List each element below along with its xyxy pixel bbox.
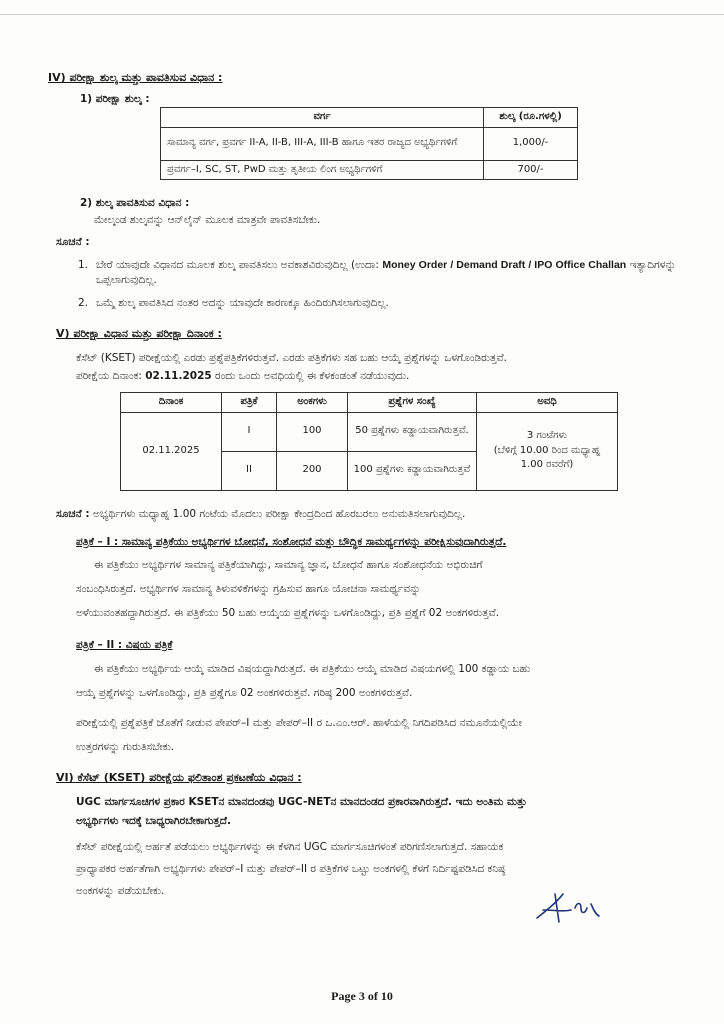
paper-1-line-2: ಸಂಬಂಧಿಸಿರುತ್ತದೆ. ಅಭ್ಯರ್ಥಿಗಳ ಸಾಮಾನ್ಯ ತಿಳುವಳಿಕೆಗಳನ್ನು ಗ್ರಹಿಸುವ ಹಾಗೂ ಯೋಚನಾ ಸಾಮರ್ಥ್ಯವನ್ನು	[76, 583, 421, 595]
paper-1-title: ಪತ್ರಿಕೆ – I : ಸಾಮಾನ್ಯ ಪತ್ರಿಕೆಯು ಅಭ್ಯರ್ಥಿಗಳ ಬೋಧನೆ, ಸಂಶೋಧನೆ ಮತ್ತು ಬೌದ್ಧಿಕ ಸಾಮರ್ಥ್ಯಗಳನ್ನು ಪರೀಕ್ಷಿಸುವುದಾಗಿರುತ್ತದೆ.	[76, 536, 507, 548]
paper-2-line-1: ಈ ಪತ್ರಿಕೆಯು ಅಭ್ಯರ್ಥಿಯ ಆಯ್ಕೆ ಮಾಡಿದ ವಿಷಯದ್ದಾಗಿರುತ್ತದೆ. ಈ ಪತ್ರಿಕೆಯು ಆಯ್ಕೆ ಮಾಡಿದ ವಿಷಯಗಳಲ್ಲಿ 100 ಕಡ್ಡಾಯ ಬಹು	[94, 663, 531, 675]
exam-table-header: ದಿನಾಂಕ	[121, 393, 222, 413]
table-row	[161, 160, 578, 180]
fee-category-cell: ಪ್ರವರ್ಗ–I, SC, ST, PwD ಮತ್ತು ತೃತೀಯ ಲಿಂಗ ಅಭ್ಯರ್ಥಿಗಳಿಗೆ	[161, 160, 484, 180]
intro-line-2: ಪರೀಕ್ಷೆಯ ದಿನಾಂಕ: 02.11.2025 ರಂದು ಒಂದು ಅವಧಿಯಲ್ಲಿ ಈ ಕೆಳಕಂಡಂತೆ ನಡೆಯುವುದು.	[76, 370, 410, 382]
table-row	[121, 412, 618, 451]
section-6-heading: VI) ಕೆಸೆಟ್ (KSET) ಪರೀಕ್ಷೆಯ ಫಲಿತಾಂಶ ಪ್ರಕಟಣೆಯ ವಿಧಾನ :	[56, 771, 302, 784]
result-line-4: ಪ್ರಾಧ್ಯಾಪಕರ ಅರ್ಹತೆಗಾಗಿ ಅಭ್ಯರ್ಥಿಗಳು ಪೇಪರ್–I ಮತ್ತು ಪೇಪರ್–II ರ ಪತ್ರಿಕೆಗಳ ಒಟ್ಟು ಅಂಕಗಳಲ್ಲಿ ಕೆಳಗೆ ನಿರ್ದಿಷ್ಟಪಡಿಸಿದ ಕನಿಷ್ಠ	[76, 863, 506, 875]
exam-table-header: ಪತ್ರಿಕೆ	[222, 393, 277, 413]
payment-method-subheading: 2) ಶುಲ್ಕ ಪಾವತಿಸುವ ವಿಧಾನ :	[80, 197, 190, 209]
omr-line-1: ಪರೀಕ್ಷೆಯಲ್ಲಿ ಪ್ರಶ್ನೆಪತ್ರಿಕೆ ಜೊತೆಗೆ ನೀಡುವ ಪೇಪರ್–I ಮತ್ತು ಪೇಪರ್–II ರ ಒ.ಎಂ.ಆರ್. ಹಾಳೆಯಲ್ಲಿ ನಿಗದಿಪಡಿಸಿದ ನಮೂನೆಯಲ್ಲಿಯೇ	[76, 717, 522, 729]
fee-table	[160, 107, 578, 180]
exam-date-cell: 02.11.2025	[121, 412, 222, 490]
note-2-text: ಒಮ್ಮೆ ಶುಲ್ಕ ಪಾವತಿಸಿದ ನಂತರ ಅದನ್ನು ಯಾವುದೇ ಕಾರಣಕ್ಕೂ ಹಿಂದಿರುಗಿಸಲಾಗುವುದಿಲ್ಲ.	[96, 297, 389, 309]
exam-table-header: ಅಂಕಗಳು	[277, 393, 348, 413]
section-4-heading: IV) ಪರೀಕ್ಷಾ ಶುಲ್ಕ ಮತ್ತು ಪಾವತಿಸುವ ವಿಧಾನ :	[48, 71, 223, 84]
paper-cell: II	[222, 451, 277, 490]
result-line-3: ಕೆಸೆಟ್ ಪರೀಕ್ಷೆಯಲ್ಲಿ ಅರ್ಹತೆ ಪಡೆಯಲು ಅಭ್ಯರ್ಥಿಗಳನ್ನು ಈ ಕೆಳಗಿನ UGC ಮಾರ್ಗಸೂಚಿಗಳಂತೆ ಪರಿಗಣಿಸಲಾಗುತ್ತದೆ. ಸಹಾಯಕ	[76, 841, 504, 853]
result-bold-line-2: ಅಭ್ಯರ್ಥಿಗಳು ಇದಕ್ಕೆ ಬಾಧ್ಯರಾಗಿರಬೇಕಾಗುತ್ತದೆ.	[76, 815, 231, 827]
fee-amount-cell: 1,000/-	[484, 127, 578, 160]
result-line-5: ಅಂಕಗಳನ್ನು ಪಡೆಯಬೇಕು.	[76, 885, 165, 897]
exam-table	[120, 392, 618, 491]
exam-table-header: ಅವಧಿ	[477, 393, 618, 413]
intro-line-1: ಕೆಸೆಟ್ (KSET) ಪರೀಕ್ಷೆಯಲ್ಲಿ ಎರಡು ಪ್ರಶ್ನೆಪತ್ರಿಕೆಗಳಿರುತ್ತವೆ. ಎರಡು ಪತ್ರಿಕೆಗಳು ಸಹ ಬಹು ಆಯ್ಕೆ ಪ್ರಶ್ನೆಗಳನ್ನು ಒಳಗೊಂಡಿರುತ್ತವೆ.	[76, 352, 507, 364]
omr-line-2: ಉತ್ತರಗಳನ್ನು ಗುರುತಿಸಬೇಕು.	[76, 741, 175, 753]
paper-1-line-3: ಅಳೆಯುವಂತಹದ್ದಾಗಿರುತ್ತದೆ. ಈ ಪತ್ರಿಕೆಯು 50 ಬಹು ಆಯ್ಕೆಯ ಪ್ರಶ್ನೆಗಳನ್ನು ಒಳಗೊಂಡಿದ್ದು, ಪ್ರತಿ ಪ್ರಶ್ನೆಗೆ 02 ಅಂಕಗಳಿರುತ್ತವೆ.	[76, 607, 500, 619]
note-1-bold: Money Order / Demand Draft / IPO Office Challan	[382, 259, 627, 271]
fee-table-header-fee: ಶುಲ್ಕ (ರೂ.ಗಳಲ್ಲಿ)	[484, 108, 578, 128]
payment-method-text: ಮೇಲ್ಕಂಡ ಶುಲ್ಕವನ್ನು ಆನ್‌ಲೈನ್ ಮೂಲಕ ಮಾತ್ರವೇ ಪಾವತಿಸಬೇಕು.	[94, 214, 321, 226]
note-1-text: ಬೇರೆ ಯಾವುದೇ ವಿಧಾನದ ಮೂಲಕ ಶುಲ್ಕ ಪಾವತಿಸಲು ಅವಕಾಶವಿರುವುದಿಲ್ಲ (ಉದಾ: Money Order / Demand Draft / IPO Office Challan ಇತ್ಯಾದಿಗಳನ್ನು ಒಪ್ಪಲಾಗುವುದಿಲ್ಲ.	[96, 259, 676, 287]
note-2-number: 2.	[78, 297, 89, 309]
table-row	[161, 127, 578, 160]
signature-image	[533, 888, 603, 930]
note-1-number: 1.	[78, 259, 89, 271]
duration-cell: 3 ಗಂಟೆಗಳು (ಬೆಳಿಗ್ಗೆ 10.00 ರಿಂದ ಮಧ್ಯಾಹ್ನ 1.00 ರವರೆಗೆ)	[477, 412, 618, 490]
questions-cell: 100 ಪ್ರಶ್ನೆಗಳು ಕಡ್ಡಾಯವಾಗಿರುತ್ತವೆ	[348, 451, 477, 490]
exam-table-header: ಪ್ರಶ್ನೆಗಳ ಸಂಖ್ಯೆ	[348, 393, 477, 413]
exam-note: ಸೂಚನೆ : ಅಭ್ಯರ್ಥಿಗಳು ಮಧ್ಯಾಹ್ನ 1.00 ಗಂಟೆಯ ಮೊದಲು ಪರೀಕ್ಷಾ ಕೇಂದ್ರದಿಂದ ಹೊರಬರಲು ಅನುಮತಿಸಲಾಗುವುದಿಲ್ಲ.	[56, 508, 466, 520]
marks-cell: 200	[277, 451, 348, 490]
fee-table-header-category: ವರ್ಗ	[161, 108, 484, 128]
questions-cell: 50 ಪ್ರಶ್ನೆಗಳು ಕಡ್ಡಾಯವಾಗಿರುತ್ತವೆ.	[348, 412, 477, 451]
paper-cell: I	[222, 412, 277, 451]
fee-subheading: 1) ಪರೀಕ್ಷಾ ಶುಲ್ಕ :	[80, 93, 150, 105]
marks-cell: 100	[277, 412, 348, 451]
fee-category-cell: ಸಾಮಾನ್ಯ ವರ್ಗ, ಪ್ರವರ್ಗ II-A, II-B, III-A, III-B ಹಾಗೂ ಇತರ ರಾಜ್ಯದ ಅಭ್ಯರ್ಥಿಗಳಿಗೆ	[161, 127, 484, 160]
exam-date: 02.11.2025	[145, 370, 212, 382]
fee-amount-cell: 700/-	[484, 160, 578, 180]
paper-2-title: ಪತ್ರಿಕೆ – II : ವಿಷಯ ಪತ್ರಿಕೆ	[76, 639, 173, 651]
paper-2-line-2: ಆಯ್ಕೆ ಪ್ರಶ್ನೆಗಳನ್ನು ಒಳಗೊಂಡಿದ್ದು, ಪ್ರತಿ ಪ್ರಶ್ನೆಗೂ 02 ಅಂಕಗಳಿರುತ್ತವೆ. ಗರಿಷ್ಠ 200 ಅಂಕಗಳಿರುತ್ತವೆ.	[76, 687, 413, 699]
section-5-heading: V) ಪರೀಕ್ಷಾ ವಿಧಾನ ಮತ್ತು ಪರೀಕ್ಷಾ ದಿನಾಂಕ :	[56, 327, 222, 340]
note-label: ಸೂಚನೆ :	[56, 236, 90, 248]
result-bold-line-1: UGC ಮಾರ್ಗಸೂಚಿಗಳ ಪ್ರಕಾರ KSETನ ಮಾನದಂಡವು UGC-NETನ ಮಾನದಂಡದ ಪ್ರಕಾರವಾಗಿರುತ್ತದೆ. ಇದು ಅಂತಿಮ ಮತ್ತು	[76, 796, 527, 808]
paper-1-line-1: ಈ ಪತ್ರಿಕೆಯು ಅಭ್ಯರ್ಥಿಗಳ ಸಾಮಾನ್ಯ ಪತ್ರಿಕೆಯಾಗಿದ್ದು, ಸಾಮಾನ್ಯ ಜ್ಞಾನ, ಬೋಧನೆ ಹಾಗೂ ಸಂಶೋಧನೆಯ ಅಭಿರುಚಿಗೆ	[94, 559, 483, 571]
page-number: Page 3 of 10	[331, 989, 393, 1003]
